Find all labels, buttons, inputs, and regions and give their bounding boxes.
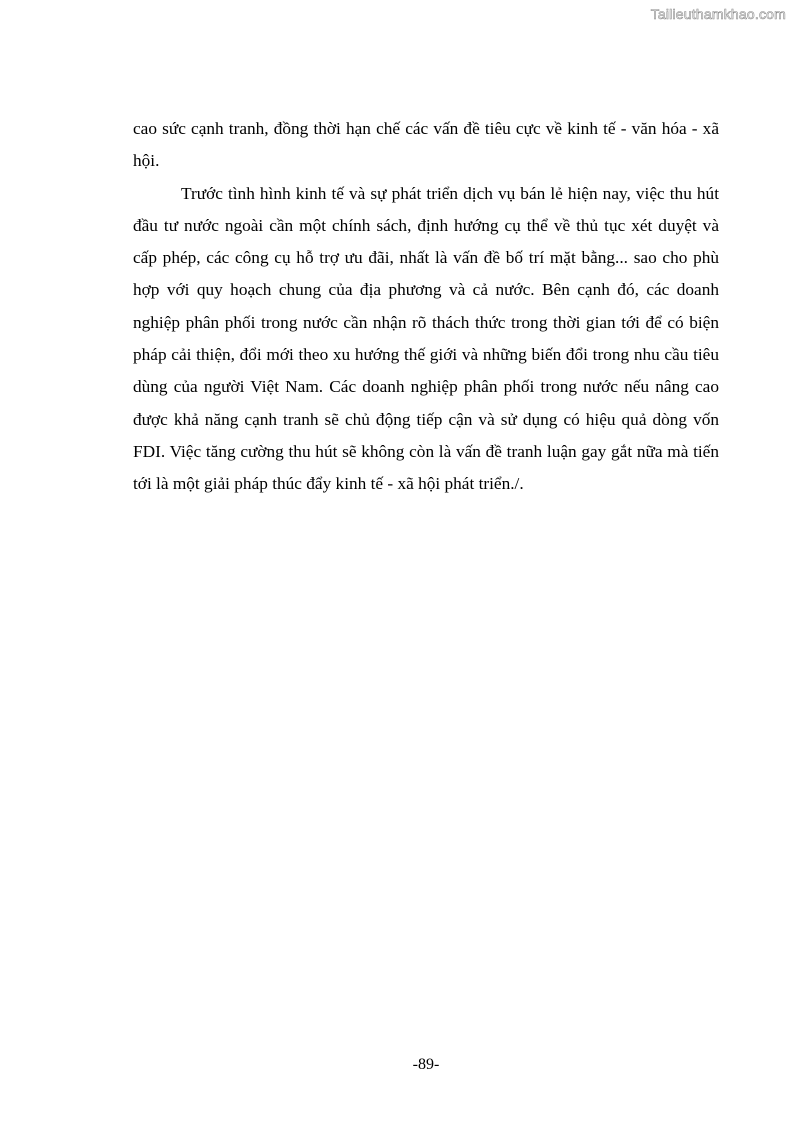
watermark-text: Tailieuthamkhao.com	[650, 6, 786, 22]
paragraph-continuation: cao sức cạnh tranh, đồng thời hạn chế các vấn đề tiêu cực về kinh tế - văn hóa - xã hội.	[133, 119, 719, 171]
document-body	[133, 113, 719, 501]
page-number: -89-	[412, 1056, 440, 1073]
paragraph-main: Trước tình hình kinh tế và sự phát triển dịch vụ bán lẻ hiện nay, việc thu hút đầu tư nước ngoài cần một chính sách, định hướng cụ thể về thủ tục xét duyệt và cấp phép, các công cụ hỗ trợ ưu đãi, nhất là vấn đề bố trí mặt bằng... sao cho phù hợp với quy hoạch chung của địa phương và cả nước. Bên cạnh đó, các doanh nghiệp phân phối trong nước cần nhận rõ thách thức trong thời gian tới để có biện pháp cải thiện, đổi mới theo xu hướng thế giới và những biến đổi trong nhu cầu tiêu dùng của người Việt Nam. Các doanh nghiệp phân phối trong nước nếu nâng cao được khả năng cạnh tranh sẽ chủ động tiếp cận và sử dụng có hiệu quả dòng vốn FDI. Việc tăng cường thu hút sẽ không còn là vấn đề tranh luận gay gắt nữa mà tiến tới là một giải pháp thúc đẩy kinh tế - xã hội phát triển./.	[133, 183, 719, 494]
